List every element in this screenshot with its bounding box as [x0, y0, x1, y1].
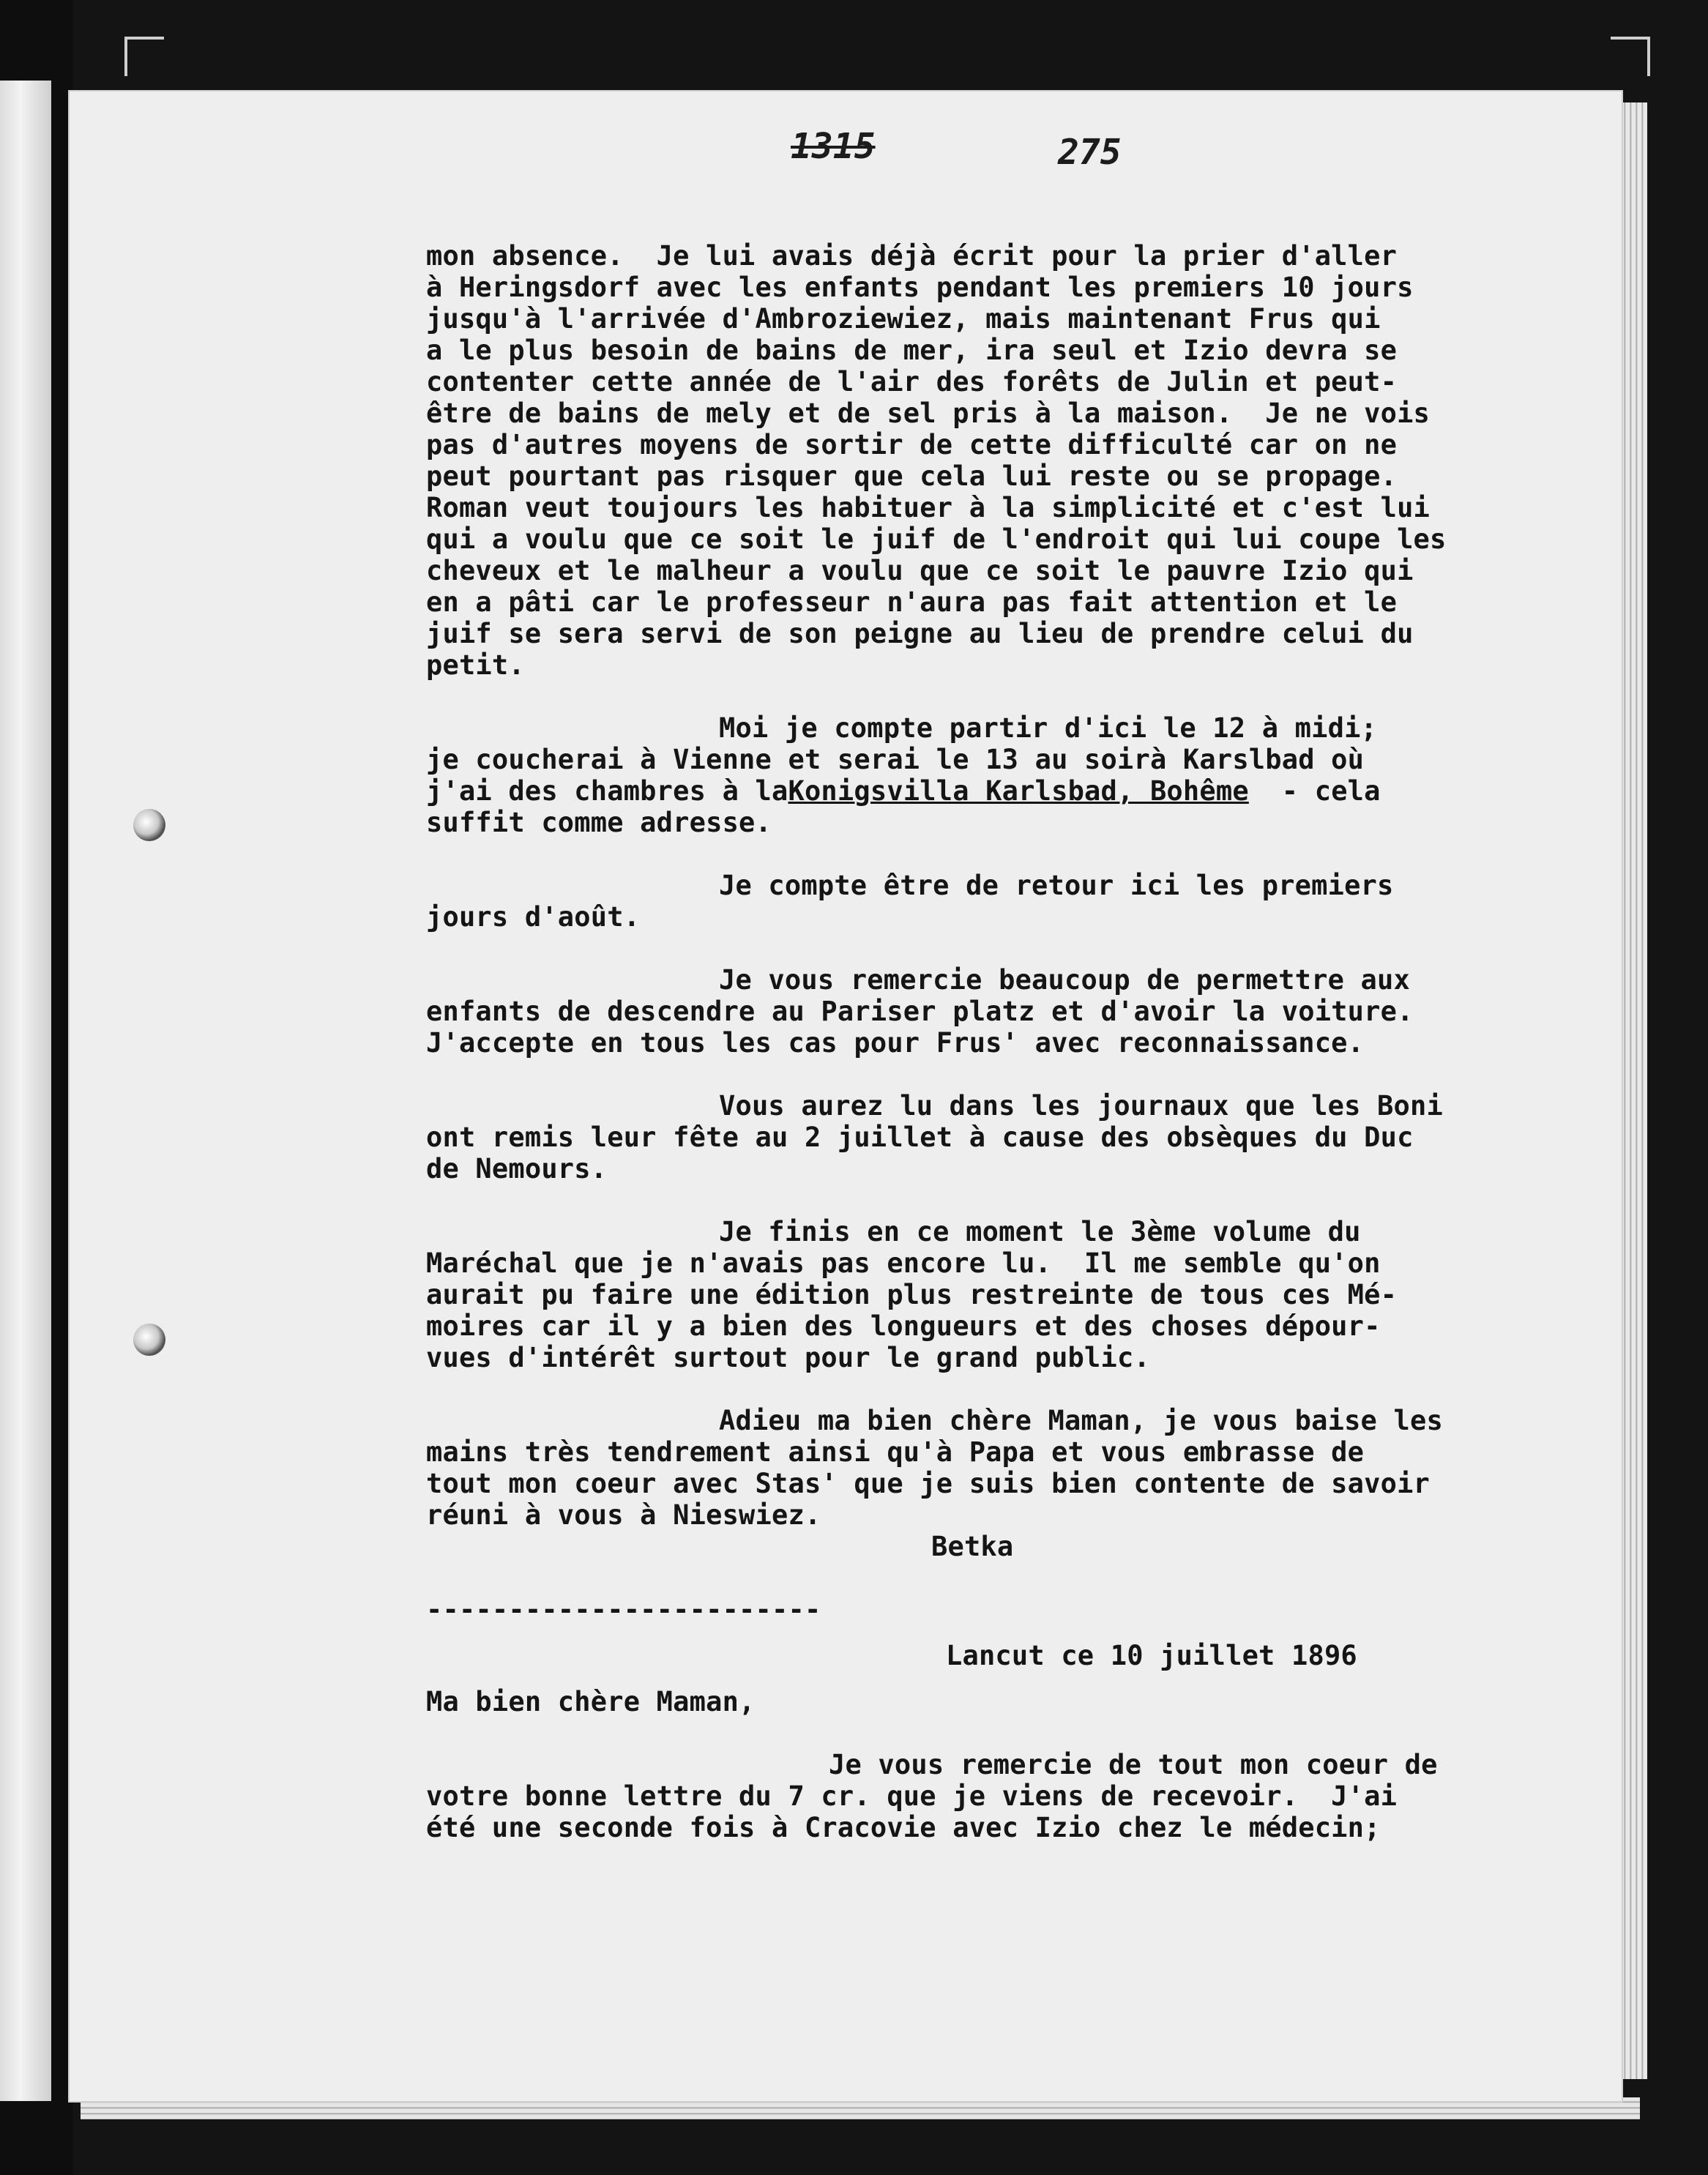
- text-line: petit.: [426, 649, 525, 681]
- text-line: [426, 775, 1612, 807]
- text-line: Je vous remercie beaucoup de permettre aux: [719, 964, 1410, 996]
- struck-page-number: 1315: [791, 126, 876, 167]
- text-line: pas d'autres moyens de sortir de cette difficulté car on ne: [426, 429, 1398, 460]
- text-line: Je finis en ce moment le 3ème volume du: [719, 1216, 1361, 1247]
- text-line: juif se sera servi de son peigne au lieu de prendre celui du: [426, 618, 1414, 649]
- punch-hole-icon: [133, 1324, 165, 1356]
- text-line: de Nemours.: [426, 1153, 608, 1185]
- address-underlined: Konigsvilla Karlsbad, Bohême: [788, 775, 1249, 807]
- text-line: jours d'août.: [426, 901, 641, 933]
- text-line: vues d'intérêt surtout pour le grand public.: [426, 1342, 1150, 1373]
- dateline: Lancut ce 10 juillet 1896: [946, 1640, 1357, 1671]
- text-line: peut pourtant pas risquer que cela lui reste ou se propage.: [426, 460, 1398, 492]
- text-line: suffit comme adresse.: [426, 807, 772, 838]
- text-line: jusqu'à l'arrivée d'Ambroziewiez, mais maintenant Frus qui: [426, 303, 1381, 335]
- text-line: Moi je compte partir d'ici le 12 à midi;: [719, 712, 1378, 744]
- text-line: cheveux et le malheur a voulu que ce soit le pauvre Izio qui: [426, 555, 1414, 586]
- text-line: tout mon coeur avec Stas' que je suis bien contente de savoir: [426, 1468, 1431, 1499]
- text-line: Maréchal que je n'avais pas encore lu. Il me semble qu'on: [426, 1247, 1381, 1279]
- page-number: 275: [1058, 132, 1122, 173]
- text-line: réuni à vous à Nieswiez.: [426, 1499, 821, 1531]
- text-line: été une seconde fois à Cracovie avec Izio chez le médecin;: [426, 1812, 1381, 1843]
- text-line: qui a voulu que ce soit le juif de l'endroit qui lui coupe les: [426, 523, 1447, 555]
- letter-body: [426, 240, 1612, 1843]
- salutation: Ma bien chère Maman,: [426, 1686, 756, 1717]
- text-line: a le plus besoin de bains de mer, ira seul et Izio devra se: [426, 335, 1398, 366]
- text-line: je coucherai à Vienne et serai le 13 au soirà Karslbad où: [426, 744, 1365, 775]
- text-line: Adieu ma bien chère Maman, je vous baise les: [719, 1405, 1443, 1436]
- text-line: Je vous remercie de tout mon coeur de: [829, 1749, 1438, 1780]
- text-line: mains très tendrement ainsi qu'à Papa et vous embrasse de: [426, 1436, 1365, 1468]
- crop-mark-top-left: [124, 37, 164, 76]
- separator-line: ------------------------: [426, 1594, 821, 1625]
- text-fragment: - cela: [1248, 775, 1381, 807]
- text-line: Roman veut toujours les habituer à la simplicité et c'est lui: [426, 492, 1431, 523]
- text-line: contenter cette année de l'air des forêts de Julin et peut-: [426, 366, 1398, 398]
- text-line: ont remis leur fête au 2 juillet à cause des obsèques du Duc: [426, 1122, 1414, 1153]
- text-line: mon absence. Je lui avais déjà écrit pour la prier d'aller: [426, 240, 1398, 272]
- text-line: Vous aurez lu dans les journaux que les Boni: [719, 1090, 1443, 1122]
- letter-2: [426, 1640, 1612, 1843]
- text-line: J'accepte en tous les cas pour Frus' avec reconnaissance.: [426, 1027, 1365, 1059]
- text-line: être de bains de mely et de sel pris à la maison. Je ne vois: [426, 398, 1431, 429]
- text-line: aurait pu faire une édition plus restreinte de tous ces Mé-: [426, 1279, 1398, 1310]
- text-line: Je compte être de retour ici les premiers: [719, 870, 1394, 901]
- text-line: à Heringsdorf avec les enfants pendant les premiers 10 jours: [426, 272, 1414, 303]
- text-fragment: j'ai des chambres à la: [426, 775, 788, 807]
- text-line: moires car il y a bien des longueurs et des choses dépour-: [426, 1310, 1381, 1342]
- crop-mark-top-right: [1611, 37, 1650, 76]
- text-line: votre bonne lettre du 7 cr. que je viens de recevoir. J'ai: [426, 1780, 1398, 1812]
- letter-1: [426, 240, 1612, 1562]
- punch-hole-icon: [133, 809, 165, 841]
- signature: Betka: [931, 1531, 1014, 1562]
- binder-edge: [0, 81, 51, 2101]
- text-line: enfants de descendre au Pariser platz et d'avoir la voiture.: [426, 996, 1414, 1027]
- text-line: en a pâti car le professeur n'aura pas fait attention et le: [426, 586, 1398, 618]
